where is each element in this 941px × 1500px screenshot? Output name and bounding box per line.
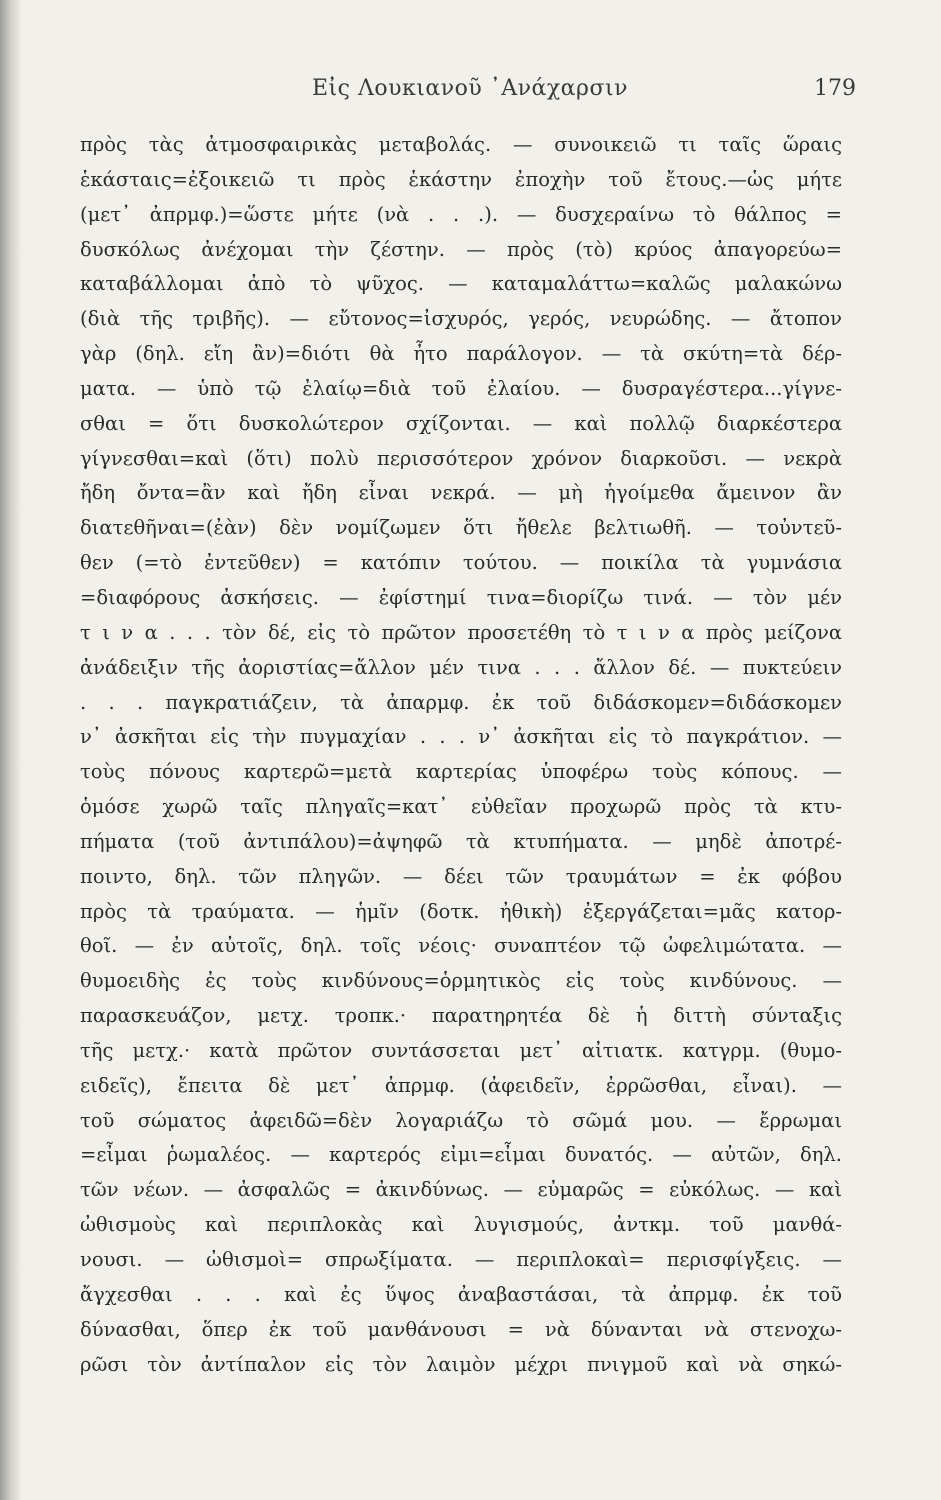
text-line: παρασκευάζον, μετχ. τροπκ.· παρατηρητέα δὲ ἡ διττὴ σύνταξις [80,1004,842,1028]
text-line: =εἶμαι ῥωμαλέος. — καρτερός εἰμι=εἶμαι δυνατός. — αὐτῶν, δηλ. [80,1143,842,1167]
text-line: πρὸς τὰς ἀτμοσφαιρικὰς μεταβολάς. — συνοικειῶ τι ταῖς ὥραις [80,133,842,156]
text-line: ειδεῖς), ἔπειτα δὲ μετ᾽ ἀπρμφ. (ἀφειδεῖν, ἐρρῶσθαι, εἶναι). — [80,1073,842,1097]
text-line: (μετ᾽ ἀπρμφ.)=ὥστε μήτε (νὰ . . .). — δυσχεραίνω τὸ θάλπος = [80,202,842,226]
text-line: γὰρ (δηλ. εἴη ἂν)=διότι θὰ ἦτο παράλογον. — τὰ σκύτη=τὰ δέρ- [80,342,842,366]
text-line: ἄγχεσθαι . . . καὶ ἐς ὕψος ἀναβαστάσαι, τὰ ἀπρμφ. ἐκ τοῦ [80,1282,842,1306]
text-line: ἤδη ὄντα=ἂν καὶ ἤδη εἶναι νεκρά. — μὴ ἡγοίμεθα ἄμεινον ἂν [80,481,842,505]
binding-shadow [0,0,22,1500]
text-line: θυμοειδὴς ἐς τοὺς κινδύνους=ὁρμητικὸς εἰς τοὺς κινδύνους. — [80,969,842,993]
text-line: σθαι = ὅτι δυσκολώτερον σχίζονται. — καὶ πολλῷ διαρκέστερα [80,411,842,435]
text-line: πρὸς τὰ τραύματα. — ἡμῖν (δοτκ. ἠθικὴ) ἐξεργάζεται=μᾶς κατορ- [80,899,842,923]
text-line: ὠθισμοὺς καὶ περιπλοκὰς καὶ λυγισμούς, ἀντκμ. τοῦ μανθά- [80,1213,842,1237]
page-header [0,76,941,112]
text-line: ποιντο, δηλ. τῶν πληγῶν. — δέει τῶν τραυμάτων = ἐκ φόβου [80,864,842,888]
text-line: θοῖ. — ἐν αὐτοῖς, δηλ. τοῖς νέοις· συναπτέον τῷ ὠφελιμώτατα. — [80,934,842,958]
text-line: =διαφόρους ἀσκήσεις. — ἐφίστημί τινα=διορίζω τινά. — τὸν μέν [80,585,842,609]
text-line: δύνασθαι, ὅπερ ἐκ τοῦ μανθάνουσι = νὰ δύνανται νὰ στενοχω- [80,1317,842,1341]
text-line: (διὰ τῆς τριβῆς). — εὔτονος=ἰσχυρός, γερός, νευρώδης. — ἄτοπον [80,307,842,331]
text-line: τ ι ν α . . . τὸν δέ, εἰς τὸ πρῶτον προσετέθη τὸ τ ι ν α πρὸς μείζονα [80,620,842,644]
text-line: ἑκάσταις=ἐξοικειῶ τι πρὸς ἑκάστην ἐποχὴν τοῦ ἔτους.—ὡς μήτε [80,167,842,191]
text-line: διατεθῆναι=(ἐὰν) δὲν νομίζωμεν ὅτι ἤθελε βελτιωθῆ. — τοὐντεῦ- [80,516,842,540]
text-line: τῆς μετχ.· κατὰ πρῶτον συντάσσεται μετ᾽ αἰτιατκ. κατγρμ. (θυμο- [80,1038,842,1062]
text-line: γίγνεσθαι=καὶ (ὅτι) πολὺ περισσότερον χρόνον διαρκοῦσι. — νεκρὰ [80,446,842,470]
commentary-text [80,128,842,1382]
text-line: πήματα (τοῦ ἀντιπάλου)=ἀψηφῶ τὰ κτυπήματα. — μηδὲ ἀποτρέ- [80,829,842,853]
text-line: τοὺς πόνους καρτερῶ=μετὰ καρτερίας ὑποφέρω τοὺς κόπους. — [80,760,842,784]
running-title: Εἰς Λουκιανοῦ ᾿Ανάχαρσιν [312,76,628,101]
text-line: ν᾽ ἀσκῆται εἰς τὴν πυγμαχίαν . . . ν᾽ ἀσκῆται εἰς τὸ παγκράτιον. — [80,725,842,749]
text-line: ἀνάδειξιν τῆς ἀοριστίας=ἄλλον μέν τινα . . . ἄλλον δέ. — πυκτεύειν [80,655,842,679]
page-number: 179 [814,76,856,101]
text-line: τῶν νέων. — ἀσφαλῶς = ἀκινδύνως. — εὐμαρῶς = εὐκόλως. — καὶ [80,1178,842,1202]
text-line: νουσι. — ὠθισμοὶ= σπρωξίματα. — περιπλοκαὶ= περισφίγξεις. — [80,1248,842,1271]
text-line: ματα. — ὑπὸ τῷ ἐλαίῳ=διὰ τοῦ ἐλαίου. — δυσραγέστερα...γίγνε- [80,376,842,400]
text-line: δυσκόλως ἀνέχομαι τὴν ζέστην. — πρὸς (τὸ) κρύος ἀπαγορεύω= [80,237,842,261]
text-line: . . . παγκρατιάζειν, τὰ ἀπαρμφ. ἐκ τοῦ διδάσκομεν=διδάσκομεν [80,690,842,714]
text-line: καταβάλλομαι ἀπὸ τὸ ψῦχος. — καταμαλάττω=καλῶς μαλακώνω [80,272,842,296]
text-line: θεν (=τὸ ἐντεῦθεν) = κατόπιν τούτου. — ποικίλα τὰ γυμνάσια [80,551,842,575]
text-line: ρῶσι τὸν ἀντίπαλον εἰς τὸν λαιμὸν μέχρι πνιγμοῦ καὶ νὰ σηκώ- [80,1352,842,1376]
text-line: τοῦ σώματος ἀφειδῶ=δὲν λογαριάζω τὸ σῶμά μου. — ἔρρωμαι [80,1108,842,1132]
text-line: ὁμόσε χωρῶ ταῖς πληγαῖς=κατ᾽ εὐθεῖαν προχωρῶ πρὸς τὰ κτυ- [80,795,842,819]
